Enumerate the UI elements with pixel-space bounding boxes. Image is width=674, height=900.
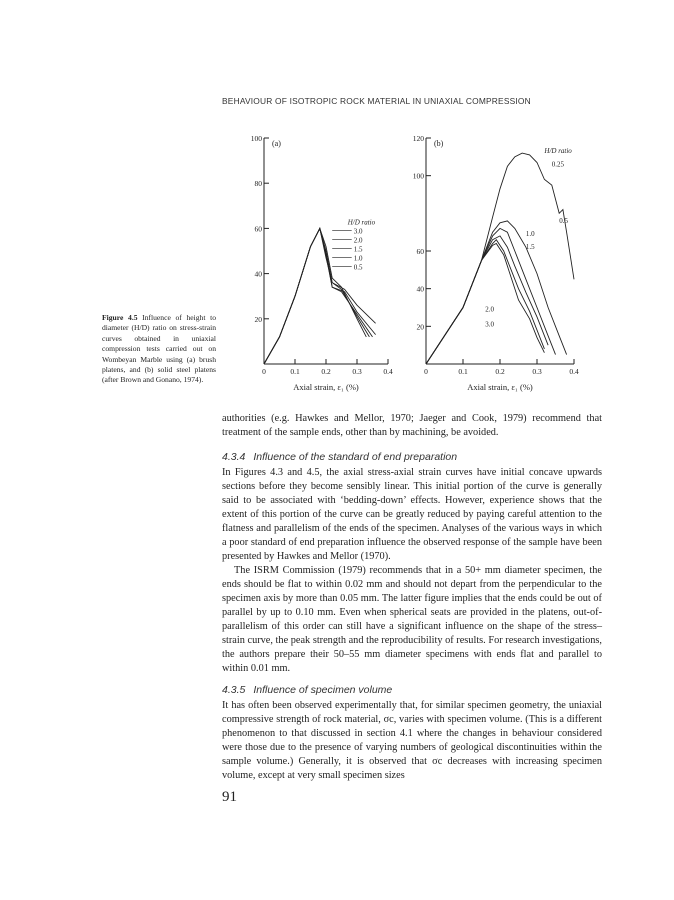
y-tick-label: 60 bbox=[254, 224, 262, 234]
figure-4-5 bbox=[222, 120, 582, 400]
series-label: 2.0 bbox=[485, 305, 494, 314]
series-line-3-0 bbox=[426, 244, 544, 365]
series-line-2-0 bbox=[426, 240, 544, 364]
section-number: 4.3.4 bbox=[222, 451, 246, 463]
x-tick-label: 0 bbox=[262, 367, 266, 376]
y-tick-label: 20 bbox=[416, 322, 424, 332]
panel-label: (b) bbox=[434, 139, 444, 148]
section-4-3-5-para-1: It has often been observed experimentally that, for similar specimen geometry, the uniaxial compressive strength of rock material, σc, varies with specimen volume. (This is a different phenomenon to that discussed in section 4.1 where the changes in behaviour considered were those due to the presence of varying numbers of geological discontinuities within the sample volume.) Generally, it is observed that σc decreases with increasing specimen volume, except at very small specimen sizes bbox=[222, 700, 602, 781]
series-line-1-0 bbox=[426, 228, 556, 364]
series-line-1-5 bbox=[426, 236, 548, 364]
legend-title: H/D ratio bbox=[544, 147, 572, 156]
x-tick-label: 0.2 bbox=[321, 367, 331, 376]
x-tick-label: 0.2 bbox=[495, 367, 505, 376]
x-tick-label: 0.4 bbox=[569, 367, 579, 376]
section-4-3-5-heading bbox=[222, 684, 392, 696]
y-tick-label: 100 bbox=[412, 171, 424, 181]
panel-label: (a) bbox=[272, 139, 281, 148]
series-label: 0.5 bbox=[353, 263, 363, 272]
series-label: 1.0 bbox=[353, 254, 363, 263]
x-tick-label: 0.1 bbox=[290, 367, 300, 376]
section-4-3-4-para-2: The ISRM Commission (1979) recommends that in a 50+ mm diameter specimen, the ends should be flat to within 0.02 mm and should not depart from the perpendicular to the specimen axis by more than 0.05 mm. The latter figure implies that the ends could be out of parallel by up to 0.10 mm. Even when spherical seats are provided in the platens, out-of-parallelism of this order can still have a significant influence on the shape of the stress–strain curve, the peak strength and the reproducibility of results. For research investigations, the authors prepare their 50–55 mm diameter specimens with ends flat and parallel to within 0.01 mm. bbox=[222, 565, 602, 674]
y-tick-label: 100 bbox=[250, 134, 262, 143]
series-label: 1.5 bbox=[353, 245, 363, 254]
section-4-3-5-body bbox=[222, 699, 602, 783]
x-tick-label: 0.1 bbox=[458, 367, 468, 376]
figure-caption bbox=[102, 313, 216, 386]
y-tick-label: 120 bbox=[412, 134, 424, 143]
y-tick-label: 40 bbox=[416, 284, 424, 294]
section-4-3-4-heading bbox=[222, 451, 457, 463]
x-axis-label: Axial strain, ε₁ (%) bbox=[293, 382, 359, 392]
series-label: 1.0 bbox=[525, 229, 535, 238]
section-4-3-4-para-1: In Figures 4.3 and 4.5, the axial stress-axial strain curves have initial concave upwards sections before they become sensibly linear. This initial portion of the curve is generally said to be associated with ‘bedding-down’ effects. However, experience shows that the extent of this portion of the curve can be greatly reduced by paying careful attention to the flatness and parallelism of the ends of the specimen. Analyses of the various ways in which a poor standard of end preparation influence the observed response of the sample have been presented by Hawkes and Mellor (1970). bbox=[222, 467, 602, 562]
y-tick-label: 60 bbox=[416, 247, 424, 256]
series-label: 3.0 bbox=[353, 227, 363, 236]
series-label: 3.0 bbox=[485, 320, 494, 329]
y-tick-label: 20 bbox=[254, 314, 262, 324]
intro-paragraph-text: authorities (e.g. Hawkes and Mellor, 1970; Jaeger and Cook, 1979) recommend that treatment of the sample ends, other than by machining, be avoided. bbox=[222, 413, 602, 438]
series-label: 0.5 bbox=[559, 216, 568, 225]
figure-caption-label: Figure 4.5 bbox=[102, 313, 138, 322]
section-title: Influence of the standard of end preparation bbox=[253, 451, 458, 463]
series-line-0-5 bbox=[426, 221, 567, 364]
x-tick-label: 0.3 bbox=[352, 367, 362, 376]
series-label: 0.25 bbox=[551, 160, 565, 169]
page-number: 91 bbox=[222, 789, 237, 805]
figure-4-5-charts bbox=[222, 120, 582, 395]
intro-paragraph bbox=[222, 412, 602, 440]
y-tick-label: 80 bbox=[254, 179, 262, 189]
series-line-0-25 bbox=[426, 153, 574, 364]
section-number: 4.3.5 bbox=[222, 684, 246, 696]
series-label: 2.0 bbox=[353, 236, 363, 245]
series-label: 1.5 bbox=[525, 243, 535, 252]
figure-caption-text: Influence of height to diameter (H/D) ratio on stress-strain curves obtained in uniaxial compression tests carried out on Wombeyan Marble using (a) brush platens, and (b) solid steel platens (after Brown and Gonano, 1974). bbox=[102, 313, 216, 385]
legend-title: H/D ratio bbox=[347, 218, 376, 227]
running-head: BEHAVIOUR OF ISOTROPIC ROCK MATERIAL IN UNIAXIAL COMPRESSION bbox=[222, 96, 531, 106]
x-tick-label: 0.4 bbox=[383, 367, 393, 376]
section-4-3-4-body bbox=[222, 466, 602, 676]
x-tick-label: 0 bbox=[424, 367, 428, 376]
x-axis-label: Axial strain, ε₁ (%) bbox=[467, 382, 533, 392]
y-tick-label: 40 bbox=[254, 269, 262, 279]
section-title: Influence of specimen volume bbox=[253, 684, 393, 696]
x-tick-label: 0.3 bbox=[532, 367, 542, 376]
